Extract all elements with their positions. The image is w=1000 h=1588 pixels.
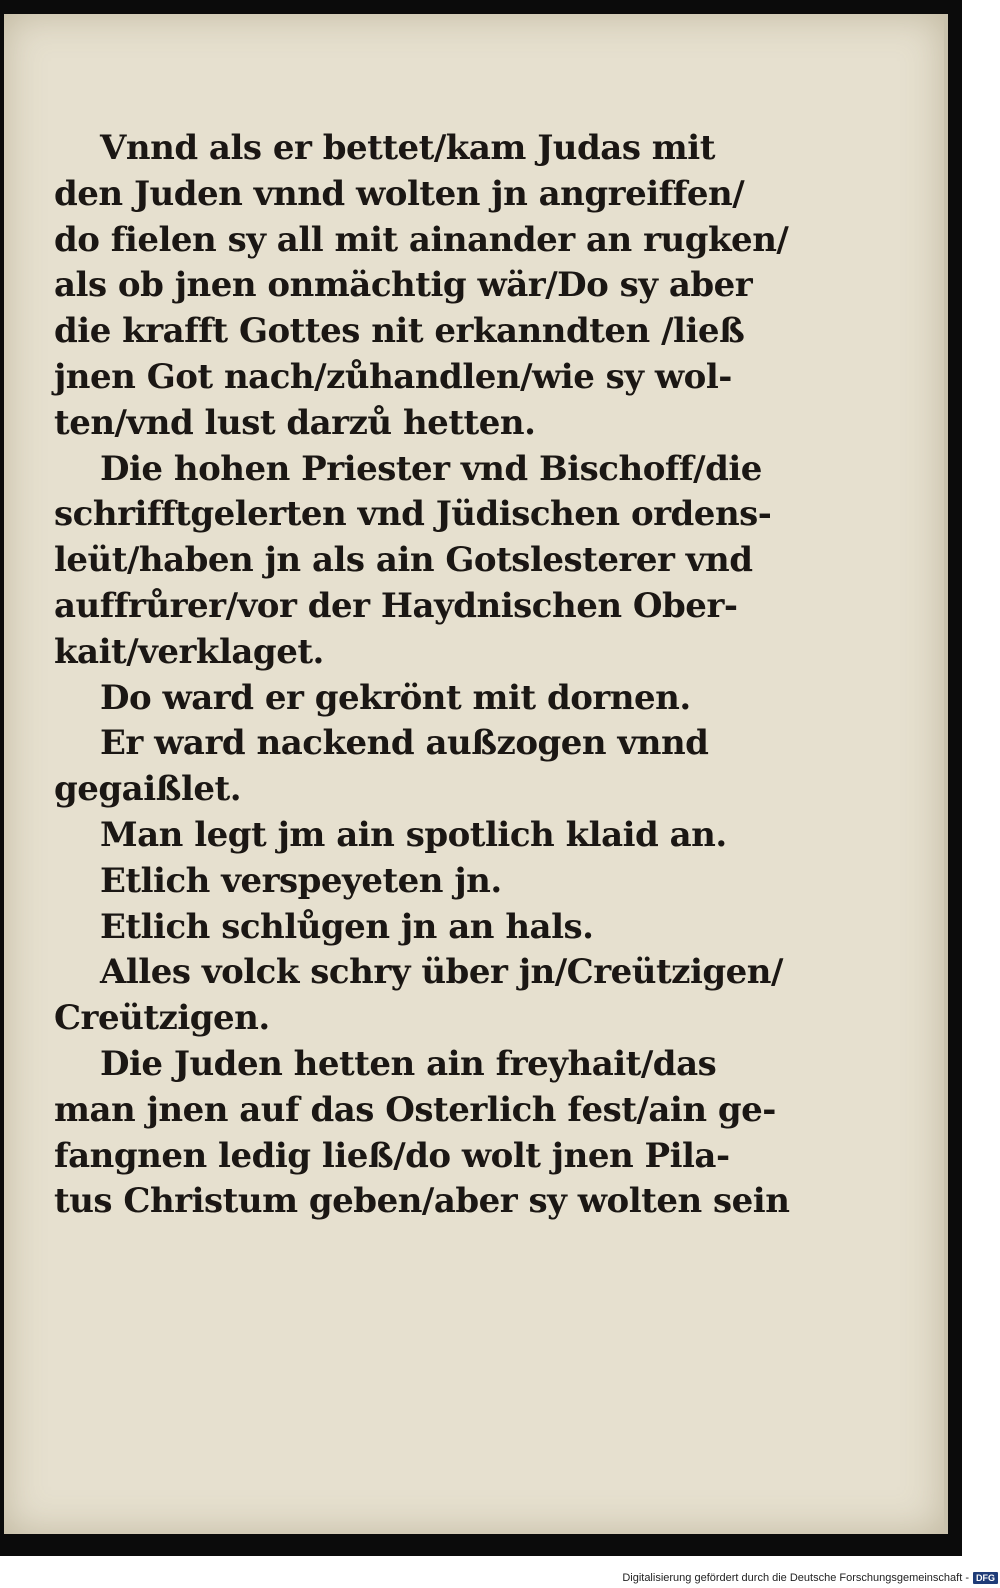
text-line: den Juden vnnd wolten jn angreiffen/ xyxy=(54,173,745,214)
page-text xyxy=(54,126,790,1225)
book-page xyxy=(4,14,944,1534)
text-line: schrifftgelerten vnd Jüdischen ordens- xyxy=(54,494,772,535)
text-line: Etlich verspeyeten jn. xyxy=(100,860,502,901)
text-line: als ob jnen onmächtig wär/Do sy aber xyxy=(54,265,753,306)
text-line: Die hohen Priester vnd Bischoff/die xyxy=(100,448,762,489)
text-line: Man legt jm ain spotlich klaid an. xyxy=(100,814,727,855)
text-line: man jnen auf das Osterlich fest/ain ge- xyxy=(54,1089,776,1130)
text-line: Die Juden hetten ain freyhait/das xyxy=(100,1043,717,1084)
text-line: leüt/haben jn als ain Gotslesterer vnd xyxy=(54,540,753,581)
text-line: jnen Got nach/zůhandlen/wie sy wol- xyxy=(54,356,732,397)
text-line: Alles volck schry über jn/Creützigen/ xyxy=(100,952,783,993)
text-line: kait/verklaget. xyxy=(54,631,324,672)
text-line: do fielen sy all mit ainander an rugken/ xyxy=(54,219,789,260)
text-line: Etlich schlůgen jn an hals. xyxy=(100,906,594,947)
text-line: Creützigen. xyxy=(54,998,270,1039)
text-line: die krafft Gottes nit erkanndten /ließ xyxy=(54,311,745,352)
text-line: auffrůrer/vor der Haydnischen Ober- xyxy=(54,585,738,626)
text-line: ten/vnd lust darzů hetten. xyxy=(54,402,536,443)
text-line: tus Christum geben/aber sy wolten sein xyxy=(54,1181,790,1222)
dfg-logo: DFG xyxy=(973,1572,998,1584)
text-line: Er ward nackend außzogen vnnd xyxy=(100,723,709,764)
footer-bar xyxy=(0,1568,1000,1588)
text-line: fangnen ledig ließ/do wolt jnen Pila- xyxy=(54,1135,730,1176)
page-edge xyxy=(944,14,948,1534)
footer-credit: Digitalisierung gefördert durch die Deutsche Forschungsgemeinschaft - xyxy=(622,1572,969,1584)
text-line: gegaißlet. xyxy=(54,769,242,810)
text-line: Vnnd als er bettet/kam Judas mit xyxy=(100,128,715,168)
text-line: Do ward er gekrönt mit dornen. xyxy=(100,677,691,718)
